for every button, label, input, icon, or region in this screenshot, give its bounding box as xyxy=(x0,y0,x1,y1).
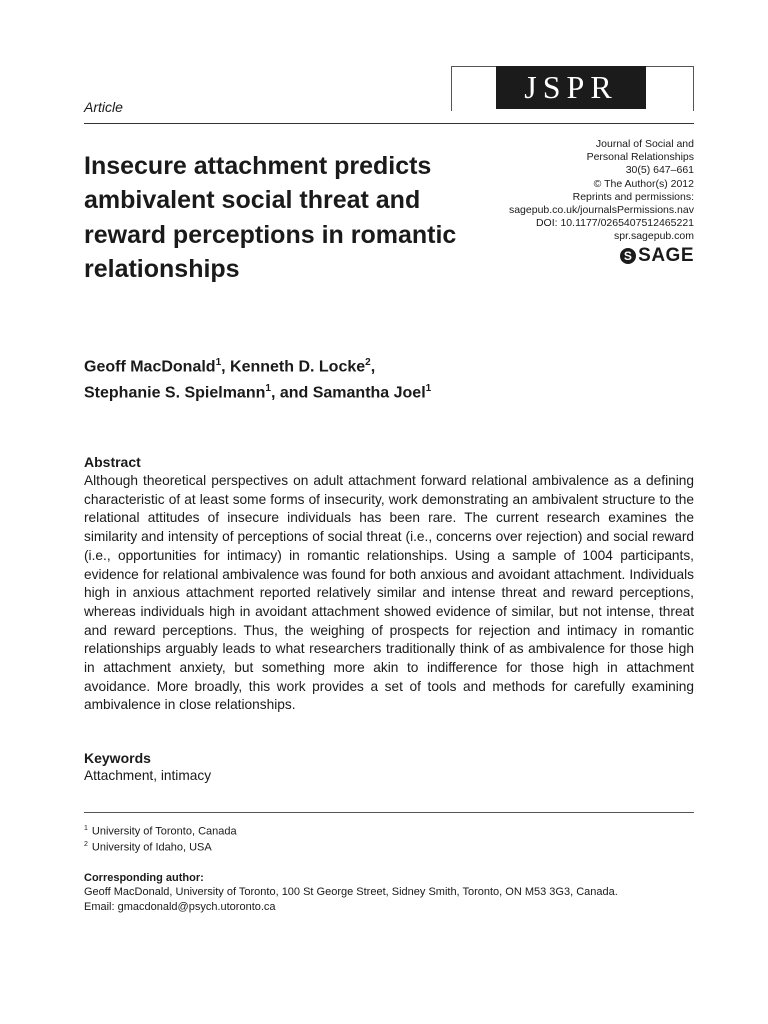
author-separator: , xyxy=(370,358,376,376)
author-name: Geoff MacDonald xyxy=(84,358,216,376)
affiliation-number: 1 xyxy=(84,825,88,832)
author-separator: , and xyxy=(270,384,313,402)
author-name: Stephanie S. Spielmann xyxy=(84,384,266,402)
corresponding-author-email[interactable]: Email: gmacdonald@psych.utoronto.ca xyxy=(84,901,276,913)
journal-info-line: © The Author(s) 2012 xyxy=(593,177,694,190)
affiliation-note xyxy=(84,822,237,839)
author-list xyxy=(84,352,644,405)
sage-logo-icon: S xyxy=(620,248,636,264)
header-divider xyxy=(84,123,694,124)
corresponding-author-details xyxy=(84,885,694,915)
affiliation-note xyxy=(84,838,212,855)
author-affiliation-mark: 1 xyxy=(215,357,222,368)
journal-info xyxy=(454,138,694,244)
author-affiliation-mark: 1 xyxy=(425,383,432,395)
keywords-heading: Keywords xyxy=(84,750,151,766)
affiliation-text: University of Idaho, USA xyxy=(91,841,212,854)
footnote-divider xyxy=(84,812,694,813)
journal-info-line: 30(5) 647–661 xyxy=(625,164,694,177)
affiliation-text: University of Toronto, Canada xyxy=(91,825,237,838)
article-type-label: Article xyxy=(84,99,123,115)
journal-info-line[interactable]: spr.sagepub.com xyxy=(614,230,694,243)
corresponding-author-heading: Corresponding author: xyxy=(84,872,204,884)
journal-badge: JSPR xyxy=(496,66,646,109)
author-affiliation-mark: 1 xyxy=(265,383,271,395)
abstract-heading: Abstract xyxy=(84,454,141,470)
author-separator: , xyxy=(221,358,231,376)
author-name: Kenneth D. Locke xyxy=(230,358,366,376)
sage-logo-text: SAGE xyxy=(638,245,694,266)
abstract-text: Although theoretical perspectives on adult attachment forward relational ambivalence as a defining characteristic of at least some forms of insecurity, work demonstrating an ambivalent structure to the relational attitudes of insecure individuals has been rare. The current research examines the similarity and intensity of perceptions of social threat (i.e., concerns over rejection) and social reward (i.e., opportunities for intimacy) in romantic relationships. Using a sample of 1004 participants, evidence for relational ambivalence was found for both anxious and avoidant attachment. Individuals high in anxious attachment reported relatively similar and intense threat and reward perceptions, whereas individuals high in avoidant attachment showed evidence of similar, but not intense, threat and reward perceptions. Thus, the weighing of prospects for rejection and intimacy in romantic relationships arguably leads to what researchers traditionally think of as ambivalence for those high in attachment anxiety, but something more akin to indifference for those high in attachment avoidance. More broadly, this work provides a set of tools and methods for carefully examining ambivalence in close relationships. xyxy=(84,473,694,713)
article-title: Insecure attachment predicts ambivalent social threat and reward perceptions in romantic relationships xyxy=(84,152,457,283)
keywords-text: Attachment, intimacy xyxy=(84,768,212,783)
author-affiliation-mark: 2 xyxy=(365,357,371,368)
journal-info-line: Reprints and permissions: xyxy=(572,190,694,203)
affiliation-number: 2 xyxy=(84,841,88,848)
journal-info-line[interactable]: DOI: 10.1177/0265407512465221 xyxy=(535,217,694,230)
author-name: Samantha Joel xyxy=(312,384,426,402)
sage-logo xyxy=(620,245,694,267)
corresponding-author-address: Geoff MacDonald, University of Toronto, 100 St George Street, Sidney Smith, Toronto, ON M53 3G3, Canada. xyxy=(84,886,618,898)
journal-info-line: Journal of Social and xyxy=(595,138,694,150)
journal-info-line: Personal Relationships xyxy=(586,151,694,164)
journal-info-line[interactable]: sagepub.co.uk/journalsPermissions.nav xyxy=(508,204,694,217)
